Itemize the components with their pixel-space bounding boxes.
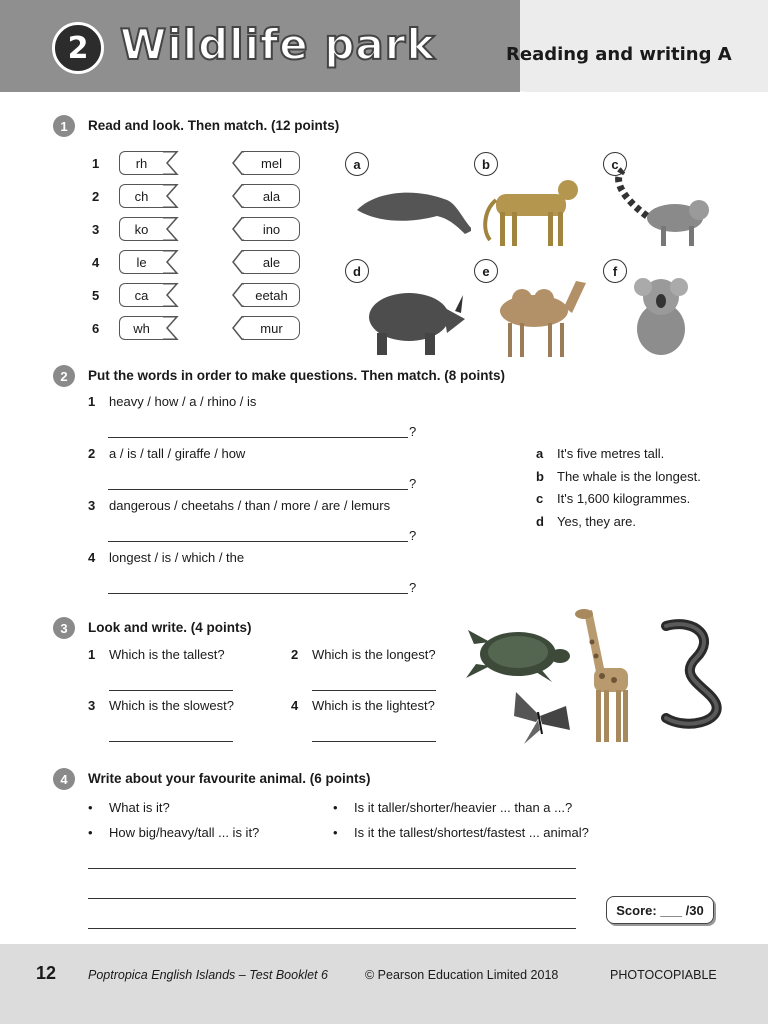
row-number: 2 <box>92 189 100 204</box>
word-end-tag[interactable] <box>232 151 300 175</box>
word-start-label: ca <box>119 283 163 307</box>
answer-line[interactable] <box>109 690 233 691</box>
answer-text: It's 1,600 kilogrammes. <box>557 491 691 506</box>
item-number: 4 <box>291 698 299 713</box>
picture-letter-e: e <box>474 259 498 283</box>
row-number: 6 <box>92 321 100 336</box>
word-end-label: ala <box>244 184 300 208</box>
bullet-dot: • <box>88 825 93 840</box>
lemur-picture <box>605 160 729 252</box>
tag-arrow-icon <box>163 217 179 241</box>
row-number: 1 <box>92 156 100 171</box>
item-number: 2 <box>291 647 299 662</box>
picture-letter-b: b <box>474 152 498 176</box>
word-start-tag[interactable] <box>119 151 179 175</box>
item-number: 3 <box>88 698 96 713</box>
question-mark: ? <box>409 476 417 491</box>
tag-arrow-icon <box>163 283 179 307</box>
tag-arrow-icon <box>232 283 244 307</box>
word-start-tag[interactable] <box>119 217 179 241</box>
question-mark: ? <box>409 424 417 439</box>
answer-text: The whale is the longest. <box>557 468 701 484</box>
tag-arrow-icon <box>232 217 244 241</box>
writing-line[interactable] <box>88 928 576 929</box>
whale-picture <box>347 160 471 252</box>
tag-arrow-icon <box>163 250 179 274</box>
answer-letter: b <box>536 468 544 484</box>
exercise-3-badge: 3 <box>53 617 75 639</box>
row-number: 3 <box>92 222 100 237</box>
question-text: Which is the longest? <box>312 647 436 662</box>
section-title: Reading and writing A <box>506 44 732 65</box>
giraffe-picture <box>570 606 640 746</box>
item-number: 2 <box>88 446 96 461</box>
question-text: Which is the lightest? <box>312 698 435 713</box>
word-start-label: le <box>119 250 163 274</box>
question-text: Which is the tallest? <box>109 647 225 662</box>
word-start-tag[interactable] <box>119 250 179 274</box>
butterfly-picture <box>510 686 574 748</box>
picture-letter-d: d <box>345 259 369 283</box>
row-number: 4 <box>92 255 100 270</box>
unit-number-badge: 2 <box>52 22 104 74</box>
word-end-label: mel <box>244 151 300 175</box>
camel-picture <box>476 267 600 359</box>
word-start-label: wh <box>119 316 163 340</box>
tag-arrow-icon <box>232 316 244 340</box>
exercise-1-badge: 1 <box>53 115 75 137</box>
question-mark: ? <box>409 580 417 595</box>
answer-letter: a <box>536 446 544 461</box>
copyright: © Pearson Education Limited 2018 <box>365 968 559 982</box>
page-footer <box>0 944 768 1024</box>
exercise-1-title: Read and look. Then match. (12 points) <box>88 118 340 133</box>
word-end-tag[interactable] <box>232 250 300 274</box>
word-end-tag[interactable] <box>232 184 300 208</box>
item-number: 4 <box>88 550 96 565</box>
tag-arrow-icon <box>163 151 179 175</box>
question-mark: ? <box>409 528 417 543</box>
writing-line[interactable] <box>88 898 576 899</box>
ex4-bullet-3: How big/heavy/tall ... is it? <box>109 825 260 840</box>
picture-letter-a: a <box>345 152 369 176</box>
word-end-tag[interactable] <box>232 217 300 241</box>
tag-arrow-icon <box>232 151 244 175</box>
bullet-dot: • <box>333 800 338 815</box>
cheetah-picture <box>476 160 600 252</box>
rhino-picture <box>347 267 471 359</box>
question-text: Which is the slowest? <box>109 698 234 713</box>
word-scramble: heavy / how / a / rhino / is <box>109 394 257 409</box>
exercise-4-badge: 4 <box>53 768 75 790</box>
word-end-tag[interactable] <box>232 283 300 307</box>
word-start-tag[interactable] <box>119 283 179 307</box>
ex4-bullet-4: Is it the tallest/shortest/fastest ... animal? <box>354 825 589 840</box>
word-end-label: ale <box>244 250 300 274</box>
snake-picture <box>646 618 730 738</box>
word-start-label: rh <box>119 151 163 175</box>
bullet-dot: • <box>333 825 338 840</box>
exercise-2-badge: 2 <box>53 365 75 387</box>
tag-arrow-icon <box>232 250 244 274</box>
word-scramble: longest / is / which / the <box>109 550 245 565</box>
ex4-bullet-1: What is it? <box>109 800 170 815</box>
koala-picture <box>605 267 729 359</box>
turtle-picture <box>460 612 570 692</box>
word-start-label: ko <box>119 217 163 241</box>
page-number: 12 <box>36 963 57 983</box>
row-number: 5 <box>92 288 100 303</box>
score-box <box>606 896 714 924</box>
picture-letter-c: c <box>603 152 627 176</box>
exercise-3-title: Look and write. (4 points) <box>88 620 252 635</box>
tag-arrow-icon <box>163 316 179 340</box>
answer-letter: d <box>536 513 544 529</box>
tag-arrow-icon <box>163 184 179 208</box>
writing-line[interactable] <box>88 868 576 869</box>
word-scramble: dangerous / cheetahs / than / more / are / lemurs <box>109 498 391 513</box>
score-label: Score: ___ /30 <box>616 902 704 918</box>
exercise-2-title: Put the words in order to make questions. Then match. (8 points) <box>88 368 506 383</box>
item-number: 1 <box>88 647 96 662</box>
answer-line[interactable] <box>312 741 436 742</box>
item-number: 3 <box>88 498 96 513</box>
answer-line[interactable] <box>312 690 436 691</box>
answer-line[interactable] <box>108 593 408 594</box>
bullet-dot: • <box>88 800 93 815</box>
answer-line[interactable] <box>109 741 233 742</box>
answer-line[interactable] <box>108 437 408 438</box>
exercise-4-title: Write about your favourite animal. (6 points) <box>88 771 371 786</box>
item-number: 1 <box>88 394 96 409</box>
word-end-tag[interactable] <box>232 316 300 340</box>
answer-letter: c <box>536 491 544 506</box>
word-start-tag[interactable] <box>119 316 179 340</box>
word-end-label: eetah <box>244 283 300 307</box>
answer-text: Yes, they are. <box>557 513 637 529</box>
unit-title: Wildlife park <box>120 20 436 69</box>
word-start-label: ch <box>119 184 163 208</box>
word-end-label: ino <box>244 217 300 241</box>
photocopiable-label: PHOTOCOPIABLE <box>610 968 717 982</box>
ex4-bullet-2: Is it taller/shorter/heavier ... than a ...? <box>354 800 573 815</box>
tag-arrow-icon <box>232 184 244 208</box>
word-scramble: a / is / tall / giraffe / how <box>109 446 246 461</box>
book-title: Poptropica English Islands – Test Booklet 6 <box>88 968 328 982</box>
word-start-tag[interactable] <box>119 184 179 208</box>
answer-line[interactable] <box>108 541 408 542</box>
answer-line[interactable] <box>108 489 408 490</box>
word-end-label: mur <box>244 316 300 340</box>
picture-letter-f: f <box>603 259 627 283</box>
answer-text: It's five metres tall. <box>557 446 665 461</box>
